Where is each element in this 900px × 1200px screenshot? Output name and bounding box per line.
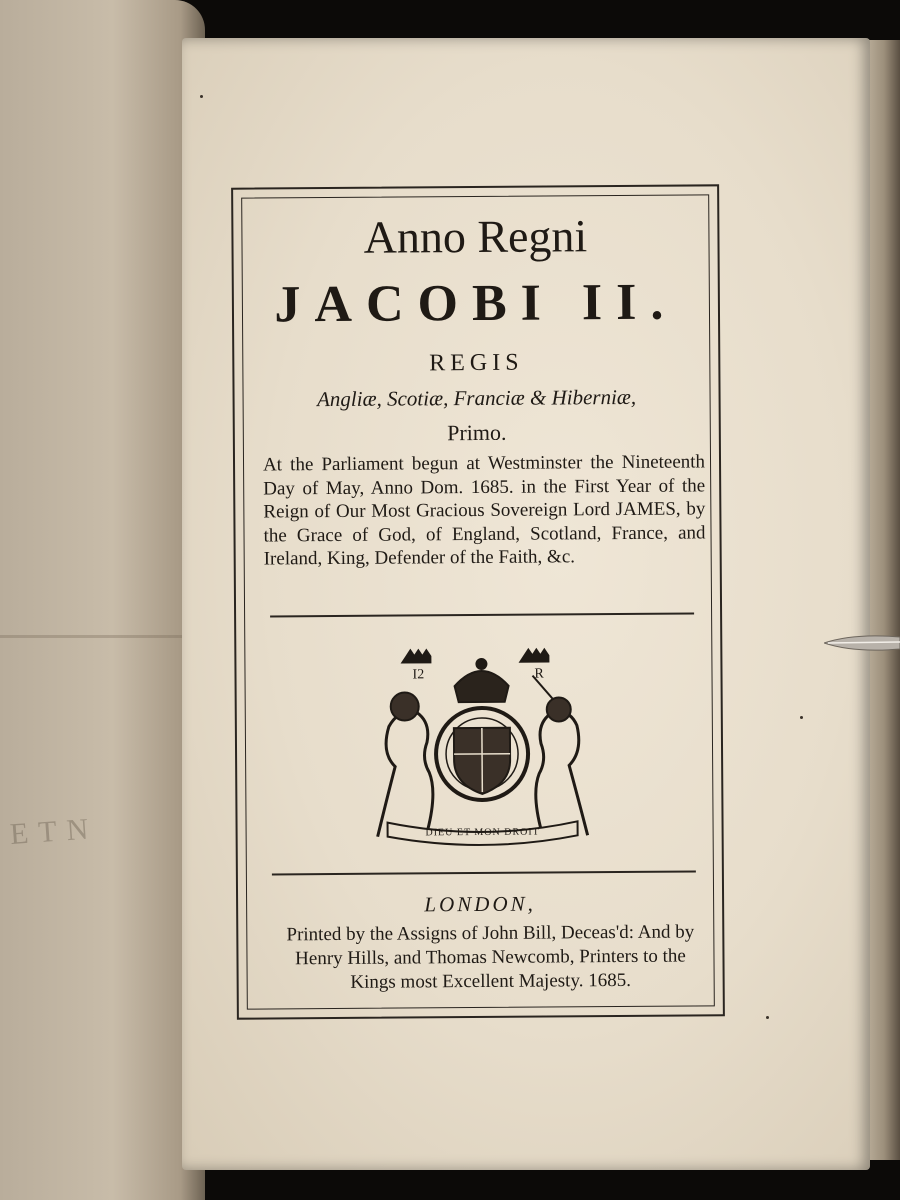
title-realms: Angliæ, Scotiæ, Franciæ & Hiberniæ, <box>316 384 637 412</box>
title-jacobi: JACOBI II. <box>274 273 678 334</box>
royal-crown-icon <box>454 671 508 702</box>
title-anno-regni: Anno Regni <box>363 210 588 263</box>
royal-arms-woodcut <box>356 645 607 847</box>
imprint-london: LONDON, <box>424 891 536 917</box>
bleed-through-text: ETN <box>8 811 100 852</box>
title-regis: REGIS <box>429 349 524 377</box>
paper-speck <box>800 716 803 719</box>
right-cipher-crown-icon <box>520 650 548 662</box>
page-fold-line <box>0 635 195 638</box>
imprint-printers: Printed by the Assigns of John Bill, Deceas'd: And by Henry Hills, and Thomas Newcomb, Printers to the Kings most Excellent Majesty. 1685. <box>286 921 695 993</box>
left-cipher-crown-icon <box>402 650 430 662</box>
ruled-border <box>231 184 725 1019</box>
unicorn-supporter-icon <box>535 712 587 836</box>
cipher-letter-right: R <box>534 666 544 682</box>
cipher-letter-left: I2 <box>412 667 425 683</box>
lion-supporter-icon <box>377 712 433 837</box>
title-primo: Primo. <box>447 419 507 446</box>
left-page <box>0 0 205 1200</box>
paper-speck <box>766 1016 769 1019</box>
letter-opener <box>824 628 900 658</box>
paper-speck <box>200 95 203 98</box>
motto-text: DIEU ET MON DROIT <box>425 826 540 839</box>
parliament-text: At the Parliament begun at Westminster the Nineteenth Day of May, Anno Dom. 1685. in the First Year of the Reign of Our Most Gracious Sovereign Lord JAMES, by the Grace of God, of England, Scotland, France, and Ireland, King, Defender of the Faith, &c. <box>262 451 706 570</box>
